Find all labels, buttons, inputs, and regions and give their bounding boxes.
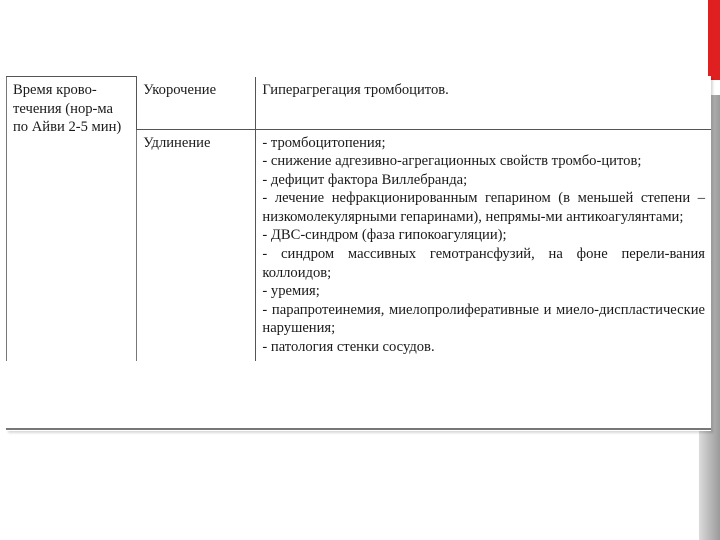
cause-item: - тромбоцитопения; (262, 134, 386, 151)
cause-item: - парапротеинемия, миелопролиферативные и миело-диспластические нарушения; (262, 301, 705, 337)
table-bottom-border (6, 428, 711, 430)
change-label: Укорочение (143, 81, 217, 98)
change-cell (137, 77, 256, 130)
causes-cell (256, 129, 711, 361)
cause-item: - уремия; (262, 283, 320, 300)
cause-item: - снижение адгезивно-агрегационных свойств тромбо-цитов; (262, 153, 642, 170)
cause-item: - ДВС-синдром (фаза гипокоагуляции); (262, 227, 507, 244)
change-label: Удлинение (143, 134, 211, 151)
cause-item: - лечение нефракционированным гепарином (в меньшей степени – низкомолекулярными гепаринами), непрямы-ми антикоагулянтами; (262, 190, 705, 225)
cause-item: Гиперагрегация тромбоцитов. (262, 81, 449, 98)
table-row (7, 77, 712, 130)
cause-item: - патология стенки сосудов. (262, 339, 435, 356)
change-cell (137, 129, 256, 361)
causes-cell (256, 77, 711, 130)
parameter-cell (7, 77, 137, 361)
cause-item: - дефицит фактора Виллебранда; (262, 171, 468, 188)
parameter-label: Время крово-течения (нор-ма по Айви 2-5 мин) (13, 82, 122, 136)
blood-test-table (6, 76, 711, 431)
accent-bar (708, 0, 720, 80)
cause-item: - синдром массивных гемотрансфузий, на фоне перели-вания коллоидов; (262, 246, 705, 281)
indications-table (6, 76, 711, 361)
